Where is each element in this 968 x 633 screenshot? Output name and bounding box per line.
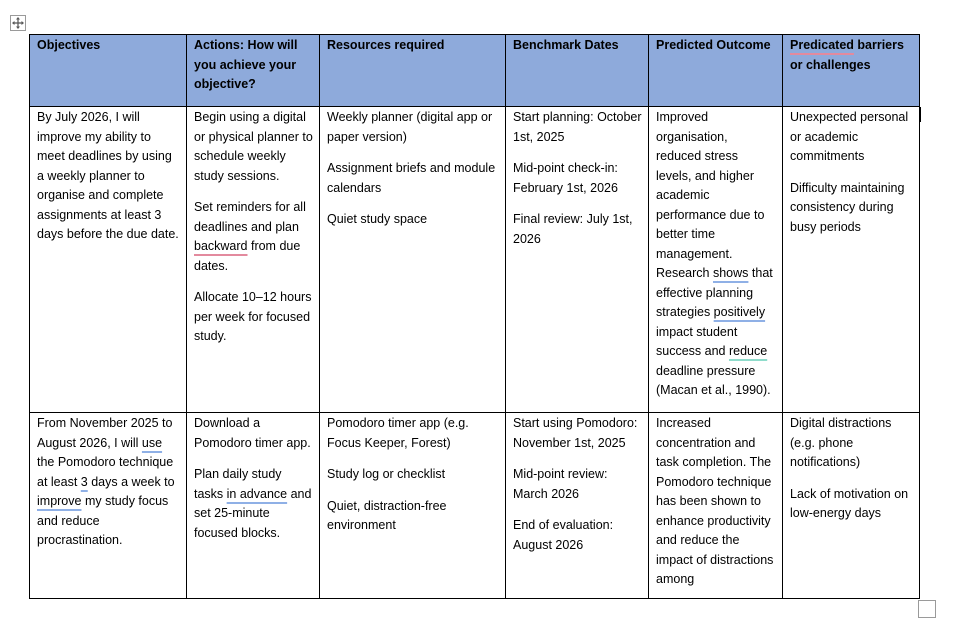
grammar-underline: in advance xyxy=(226,486,288,501)
grammar-underline: shows xyxy=(712,266,749,280)
grammar-underline: positively xyxy=(713,305,766,319)
cell-barriers[interactable]: Unexpected personal or academic commitments Difficulty maintaining consistency during busy periods xyxy=(783,107,920,413)
cell-actions[interactable]: Begin using a digital or physical planner to schedule weekly study sessions. Set reminders for all deadlines and plan backward from due dates. Allocate 10–12 hours per week for focused study. xyxy=(187,107,320,413)
grammar-underline: reduce xyxy=(728,344,768,358)
header-objectives[interactable]: Objectives xyxy=(30,35,187,107)
cell-actions[interactable]: Download a Pomodoro timer app. Plan daily study tasks in advance and set 25-minute focused blocks. xyxy=(187,413,320,599)
table-header-row xyxy=(30,35,920,107)
cell-resources[interactable]: Weekly planner (digital app or paper version) Assignment briefs and module calendars Quiet study space xyxy=(320,107,506,413)
cell-benchmark-dates[interactable]: Start using Pomodoro: November 1st, 2025 Mid-point review: March 2026 End of evaluation: August 2026 xyxy=(506,413,649,599)
grammar-underline: improve xyxy=(37,494,82,508)
table-row xyxy=(30,107,920,413)
grammar-underline: 3 xyxy=(80,474,88,489)
cell-barriers[interactable]: Digital distractions (e.g. phone notifications) Lack of motivation on low-energy days xyxy=(783,413,920,599)
spellcheck-underline: Predicated xyxy=(790,38,854,52)
header-predicted-outcome[interactable]: Predicted Outcome xyxy=(649,35,783,107)
text-cursor xyxy=(920,107,921,122)
header-actions[interactable]: Actions: How will you achieve your objective? xyxy=(187,35,320,107)
cell-objective[interactable]: By July 2026, I will improve my ability to meet deadlines by using a weekly planner to organise and complete assignments at least 3 days before the due date. xyxy=(30,107,187,413)
cell-predicted-outcome[interactable]: Increased concentration and task completion. The Pomodoro technique has been shown to enhance productivity and reduce the impact of distractions among xyxy=(649,413,783,599)
move-icon xyxy=(12,17,24,29)
header-benchmark-dates[interactable]: Benchmark Dates xyxy=(506,35,649,107)
header-barriers[interactable]: Predicated barriers or challenges xyxy=(783,35,920,107)
table-row xyxy=(30,413,920,599)
cell-predicted-outcome[interactable]: Improved organisation, reduced stress levels, and higher academic performance due to better time management. Research shows that effective planning strategies positively impact student success and reduce deadline pressure (Macan et al., 1990). xyxy=(649,107,783,413)
spellcheck-underline: backward xyxy=(194,239,248,253)
cell-objective[interactable]: From November 2025 to August 2026, I will use the Pomodoro technique at least 3 days a week to improve my study focus and reduce procrastination. xyxy=(30,413,187,599)
grammar-underline: use xyxy=(141,435,163,450)
cell-benchmark-dates[interactable]: Start planning: October 1st, 2025 Mid-point check-in: February 1st, 2026 Final review: July 1st, 2026 xyxy=(506,107,649,413)
header-resources[interactable]: Resources required xyxy=(320,35,506,107)
table-resize-handle[interactable] xyxy=(918,600,936,618)
table-move-handle[interactable] xyxy=(10,15,26,31)
cell-resources[interactable]: Pomodoro timer app (e.g. Focus Keeper, Forest) Study log or checklist Quiet, distraction-free environment xyxy=(320,413,506,599)
action-plan-table xyxy=(29,34,920,599)
